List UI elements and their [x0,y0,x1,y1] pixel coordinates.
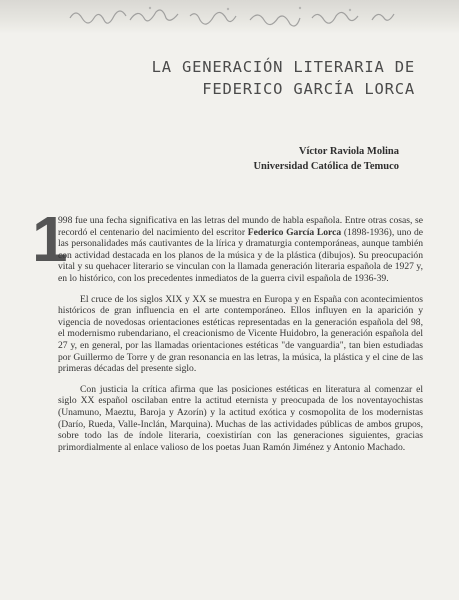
article-body [58,215,423,453]
paragraph-1 [58,215,423,285]
article-title [152,56,415,100]
title-line-1: LA GENERACIÓN LITERARIA DE [151,58,415,76]
drop-cap: 1 [32,203,68,275]
header-band [0,0,459,34]
author-block [253,144,399,174]
paragraph-1-end: (1898-1936), uno de las personalidades más cautivantes de la lírica y dramaturgia contemporáneas, aunque también con actividad destacada en los planos de la música y de la plástica (dibujos). Su preocupación vital y su quehacer literario se vinculan con la llamada generación literaria española de 1927 y, en lo histórico, con los precedentes inmediatos de la guerra civil española de 1936-39. [58,226,424,284]
paragraph-3: Con justicia la crítica afirma que las posiciones estéticas en literatura al comenzar el siglo XX español oscilaban entre la actitud eternista y preocupada de los noventayochistas (Unamuno, Maeztu, Baroja y Azorín) y la actitud exótica y cosmopolita de los modernistas (Darío, Rueda, Valle-Inclán, Marquina). Muchas de las actividades públicas de ambos grupos, sobre todo las de índole literaria, coexistirían con las generaciones siguientes, gracias primordialmente al enlace valioso de los poetas Juan Ramón Jiménez y Antonio Machado. [58,383,423,453]
paragraph-1-start: 998 fue una fecha significativa en las letras del mundo de habla española. Entre otras cosas, se recordó el centenario del nacimiento del escritor [58,215,423,238]
header-script-icon [0,0,459,34]
author-affiliation: Universidad Católica de Temuco [253,161,399,172]
author-reference: Federico García Lorca [247,226,342,238]
author-name: Víctor Raviola Molina [298,146,399,157]
paragraph-2: El cruce de los siglos XIX y XX se muestra en Europa y en España con acontecimientos históricos de gran influencia en el arte contemporáneo. Ellos influyen en la aparición y vigencia de novedosas orientaciones estéticas representadas en la generación española del 98, el modernismo rubendariano, el creacionismo de Vicente Huidobro, la generación española del 27 y, en general, por las llamadas orientaciones estéticas "de vanguardia", tan bien estudiadas por Guillermo de Torre y de gran resonancia en las letras, la música, la plástica y el cine de las primeras décadas del presente siglo. [58,293,423,375]
title-line-2: FEDERICO GARCÍA LORCA [202,80,415,98]
